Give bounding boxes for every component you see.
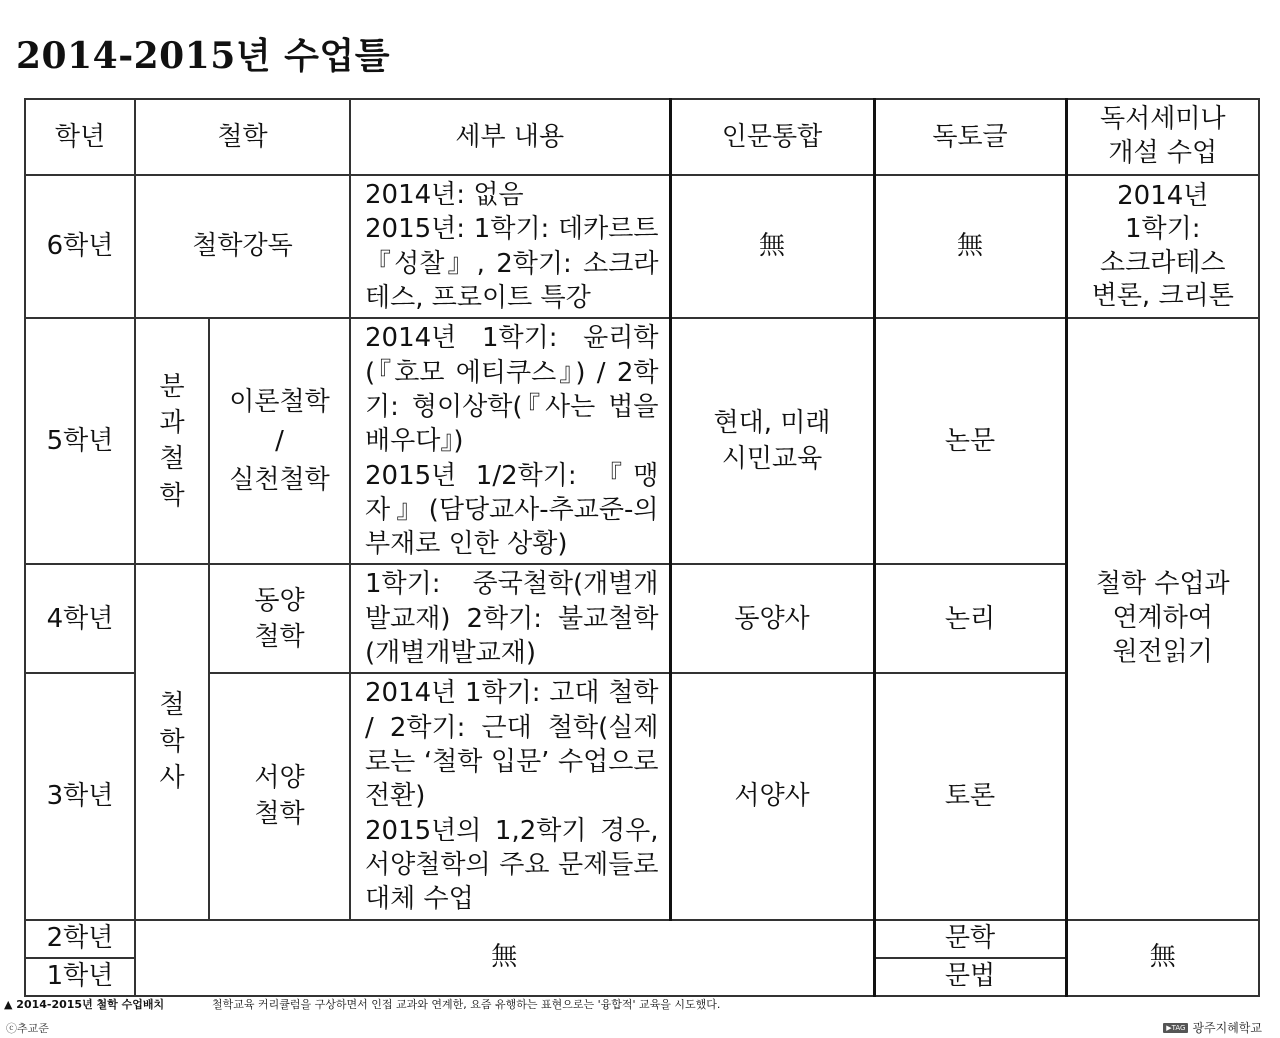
- grade-3-details-line: 2014년 1학기: 고대 철학 / 2학기: 근대 철학(실제로는 ‘철학 입문’ 수업으로 전환): [365, 678, 659, 812]
- category-bungwa: [135, 318, 209, 564]
- category-char: 분: [159, 371, 185, 402]
- seminar-line: 원전읽기: [1112, 636, 1213, 667]
- header-seminar-line2: 개설 수업: [1108, 138, 1218, 168]
- grade-6-humanities: 無: [670, 175, 874, 318]
- page-title: 2014-2015년 수업틀: [16, 35, 390, 77]
- grade-3-details-line: 2015년의 1,2학기 경우, 서양철학의 주요 문제들로 대체 수업: [365, 815, 659, 915]
- grade-3-reading: 토론: [874, 673, 1066, 919]
- sub-line: 이론철학: [229, 386, 330, 417]
- category-char: 철: [159, 444, 185, 475]
- seminar-line: 소크라테스: [1099, 247, 1226, 278]
- caption: [4, 996, 720, 1012]
- lower-none: 無: [135, 920, 874, 996]
- sub-line: 동양: [254, 585, 305, 616]
- grade-6-details-line: 2015년: 1학기: 데카르트 『성찰』, 2학기: 소크라테스, 프로이트 특강: [365, 214, 659, 313]
- grade-5-reading: 논문: [874, 318, 1066, 564]
- grade-4-sub: [209, 564, 350, 673]
- header-seminar-line1: 독서세미나: [1099, 104, 1226, 135]
- header-seminar: [1066, 99, 1259, 175]
- grade-6-reading: 無: [874, 175, 1066, 318]
- seminar-line: 1학기:: [1124, 214, 1201, 245]
- row-grade-2: [25, 920, 1259, 958]
- header-humanities: 인문통합: [670, 99, 874, 175]
- grade-4-details-line: 1학기: 중국철학(개별개발교재) 2학기: 불교철학(개별개발교재): [365, 569, 659, 669]
- grade-5-details-line: 2015년 1/2학기: 『맹자』(담당교사-추교준-의 부재로 인한 상황): [365, 460, 659, 560]
- grade-3-humanities: 서양사: [670, 673, 874, 919]
- sub-line: /: [275, 425, 284, 456]
- seminar-line: 철학 수업과: [1095, 569, 1230, 600]
- grade-6-details: [350, 175, 670, 318]
- curriculum-table: [24, 98, 1260, 997]
- grade-3-label: 3학년: [25, 673, 135, 919]
- row-grade-6: [25, 175, 1259, 318]
- sub-line: 철학: [254, 799, 305, 830]
- header-reading-discussion: 독토글: [874, 99, 1066, 175]
- category-char: 사: [159, 763, 185, 794]
- grade-4-reading: 논리: [874, 564, 1066, 673]
- grade-5-sub: [209, 318, 350, 564]
- seminar-bottom: 無: [1066, 920, 1259, 996]
- category-history: [135, 564, 209, 919]
- seminar-lower: [1066, 318, 1259, 919]
- grade-1-label: 1학년: [25, 958, 135, 996]
- grade-2-reading: 문학: [874, 920, 1066, 958]
- grade-6-philosophy: 철학강독: [135, 175, 350, 318]
- category-char: 철: [159, 690, 185, 721]
- grade-5-details-line: 2014년 1학기: 윤리학(『호모 에티쿠스』) / 2학기: 형이상학(『사는 법을 배우다』): [365, 323, 659, 457]
- grade-4-details: [350, 564, 670, 673]
- grade-4-humanities: 동양사: [670, 564, 874, 673]
- header-grade: 학년: [25, 99, 135, 175]
- grade-3-details: [350, 673, 670, 919]
- grade-6-label: 6학년: [25, 175, 135, 318]
- category-char: 학: [159, 480, 185, 511]
- grade-6-details-line: 2014년: 없음: [365, 180, 524, 210]
- row-grade-5: [25, 318, 1259, 564]
- category-char: 과: [159, 407, 185, 438]
- caption-title: ▲ 2014-2015년 철학 수업배치: [4, 998, 165, 1011]
- tag-icon: ▶TAG: [1163, 1023, 1188, 1033]
- humanities-line: 현대, 미래: [713, 407, 831, 438]
- brand-tag[interactable]: [1163, 1019, 1262, 1036]
- header-philosophy: 철학: [135, 99, 350, 175]
- seminar-line: 2014년: [1117, 181, 1209, 212]
- grade-5-details: [350, 318, 670, 564]
- seminar-line: 변론, 크리톤: [1091, 280, 1234, 311]
- humanities-line: 시민교육: [721, 444, 823, 475]
- photo-credit: ⓒ추교준: [6, 1022, 49, 1035]
- grade-1-reading: 문법: [874, 958, 1066, 996]
- brand-name[interactable]: 광주지혜학교: [1192, 1021, 1262, 1035]
- grade-4-label: 4학년: [25, 564, 135, 673]
- seminar-line: 연계하여: [1112, 603, 1213, 633]
- sub-line: 철학: [254, 621, 305, 652]
- sub-line: 서양: [254, 763, 305, 794]
- tag-label: TAG: [1171, 1023, 1186, 1032]
- sub-line: 실천철학: [229, 464, 330, 495]
- grade-2-label: 2학년: [25, 920, 135, 958]
- grade-3-sub: [209, 673, 350, 919]
- header-row: [25, 99, 1259, 175]
- grade-5-humanities: [670, 318, 874, 564]
- caption-text: 철학교육 커리큘럼을 구상하면서 인접 교과와 연계한, 요즘 유행하는 표현으로는 '융합적' 교육을 시도했다.: [212, 998, 721, 1011]
- grade-6-seminar: [1066, 175, 1259, 318]
- grade-5-label: 5학년: [25, 318, 135, 564]
- category-char: 학: [159, 726, 185, 757]
- header-details: 세부 내용: [350, 99, 670, 175]
